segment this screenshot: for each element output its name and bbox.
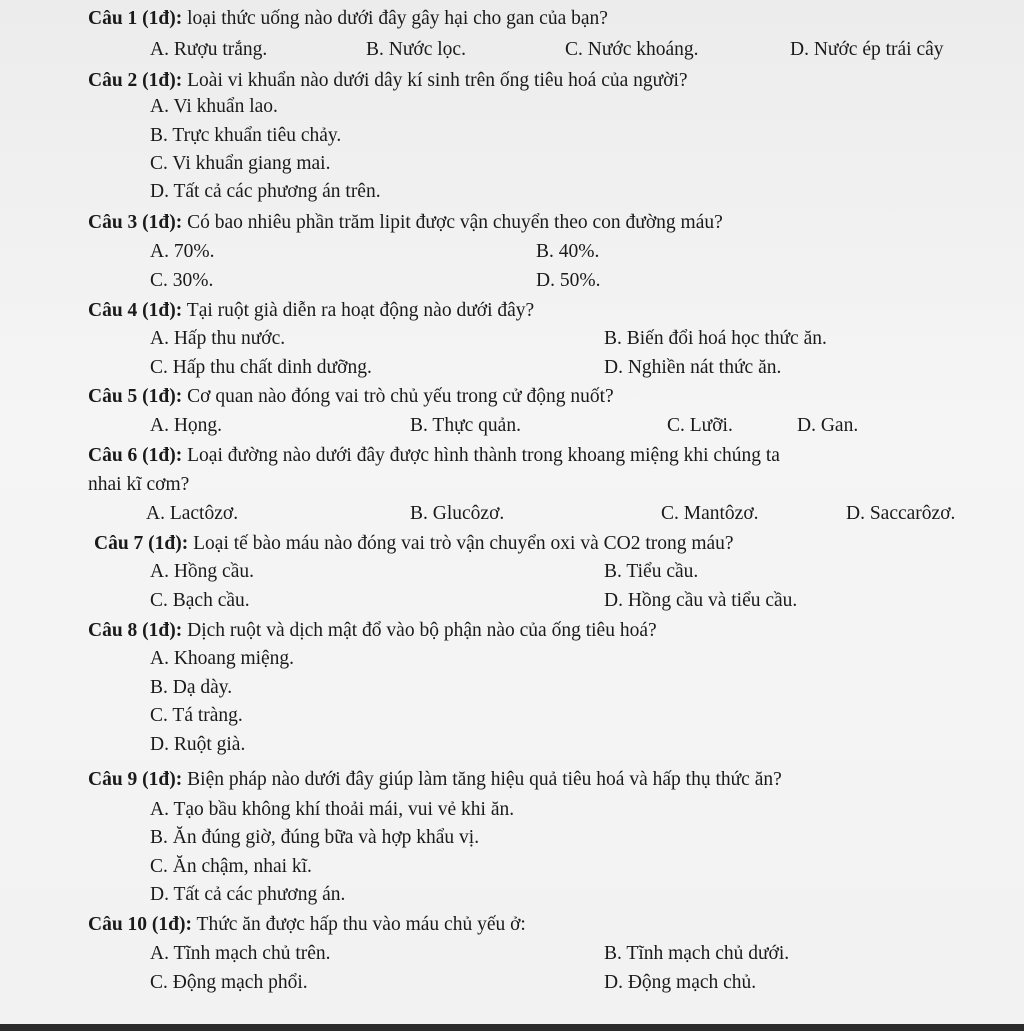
option-b: B. Glucôzơ. xyxy=(410,503,505,524)
option-d: D. Nước ép trái cây xyxy=(790,39,944,60)
question-text: Cơ quan nào đóng vai trò chủ yếu trong cử động nuốt? xyxy=(182,386,614,407)
option-a: A. Tạo bầu không khí thoải mái, vui vẻ khi ăn. xyxy=(150,799,515,820)
option-a: A. Họng. xyxy=(150,415,223,436)
question-text: Biện pháp nào dưới đây giúp làm tăng hiệu quả tiêu hoá và hấp thụ thức ăn? xyxy=(182,769,782,790)
question-5 xyxy=(88,386,614,408)
question-text: loại thức uống nào dưới đây gây hại cho gan của bạn? xyxy=(182,8,608,29)
question-text: Có bao nhiêu phần trăm lipit được vận chuyển theo con đường máu? xyxy=(182,212,723,233)
question-label: Câu 4 (1đ): xyxy=(88,300,183,321)
option-a: A. Tĩnh mạch chủ trên. xyxy=(150,943,331,964)
question-7 xyxy=(94,533,734,555)
option-d: D. Động mạch chủ. xyxy=(604,972,757,993)
question-text: Loài vi khuẩn nào dưới dây kí sinh trên ống tiêu hoá của người? xyxy=(182,70,688,91)
option-c: C. Nước khoáng. xyxy=(565,39,699,60)
option-d: D. Ruột già. xyxy=(150,734,246,755)
question-text: Thức ăn được hấp thu vào máu chủ yếu ở: xyxy=(192,914,526,935)
question-label: Câu 10 (1đ): xyxy=(88,914,193,935)
option-c: C. Bạch cầu. xyxy=(150,590,250,611)
question-10 xyxy=(88,914,526,936)
bottom-edge xyxy=(0,1024,1024,1031)
question-text: Dịch ruột và dịch mật đổ vào bộ phận nào của ống tiêu hoá? xyxy=(182,620,657,641)
option-a: A. Khoang miệng. xyxy=(150,648,295,669)
question-6 xyxy=(88,445,780,467)
option-d: D. Hồng cầu và tiểu cầu. xyxy=(604,590,798,611)
option-b: B. Nước lọc. xyxy=(366,39,466,60)
option-d: D. Gan. xyxy=(797,415,859,436)
option-b: B. Dạ dày. xyxy=(150,677,233,698)
option-a: A. Vi khuẩn lao. xyxy=(150,96,278,117)
question-label: Câu 3 (1đ): xyxy=(88,212,183,233)
option-c: C. 30%. xyxy=(150,270,214,291)
option-a: A. Lactôzơ. xyxy=(146,503,239,524)
option-a: A. Hấp thu nước. xyxy=(150,328,286,349)
option-d: D. Nghiền nát thức ăn. xyxy=(604,357,782,378)
option-c: C. Hấp thu chất dinh dưỡng. xyxy=(150,357,372,378)
option-b: B. 40%. xyxy=(536,241,600,262)
question-label: Câu 7 (1đ): xyxy=(94,533,189,554)
question-label: Câu 5 (1đ): xyxy=(88,386,183,407)
option-c: C. Động mạch phổi. xyxy=(150,972,308,993)
question-label: Câu 8 (1đ): xyxy=(88,620,183,641)
option-b: B. Tĩnh mạch chủ dưới. xyxy=(604,943,790,964)
question-9 xyxy=(88,769,782,791)
question-label: Câu 2 (1đ): xyxy=(88,70,183,91)
question-text: Loại tế bào máu nào đóng vai trò vận chuyển oxi và CO2 trong máu? xyxy=(188,533,734,554)
question-1 xyxy=(88,8,608,30)
question-8 xyxy=(88,620,657,642)
option-c: C. Lưỡi. xyxy=(667,415,733,436)
option-d: D. 50%. xyxy=(536,270,601,291)
option-c: C. Mantôzơ. xyxy=(661,503,759,524)
question-3 xyxy=(88,212,723,234)
question-text: Tại ruột già diễn ra hoạt động nào dưới đây? xyxy=(182,300,535,321)
question-4 xyxy=(88,300,534,322)
option-b: B. Thực quản. xyxy=(410,415,521,436)
option-c: C. Vi khuẩn giang mai. xyxy=(150,153,331,174)
option-c: C. Tá tràng. xyxy=(150,705,243,726)
question-label: Câu 1 (1đ): xyxy=(88,8,183,29)
option-a: A. Hồng cầu. xyxy=(150,561,254,582)
option-d: D. Tất cả các phương án. xyxy=(150,884,346,905)
option-b: B. Trực khuẩn tiêu chảy. xyxy=(150,125,342,146)
question-text-continued: nhai kĩ cơm? xyxy=(88,474,190,495)
question-text: Loại đường nào dưới đây được hình thành trong khoang miệng khi chúng ta xyxy=(182,445,780,466)
option-a: A. Rượu trắng. xyxy=(150,39,268,60)
option-a: A. 70%. xyxy=(150,241,215,262)
option-b: B. Ăn đúng giờ, đúng bữa và hợp khẩu vị. xyxy=(150,827,480,848)
option-d: D. Saccarôzơ. xyxy=(846,503,956,524)
question-2 xyxy=(88,70,688,92)
question-label: Câu 6 (1đ): xyxy=(88,445,183,466)
option-b: B. Tiểu cầu. xyxy=(604,561,699,582)
option-c: C. Ăn chậm, nhai kĩ. xyxy=(150,856,312,877)
option-b: B. Biến đổi hoá học thức ăn. xyxy=(604,328,827,349)
option-d: D. Tất cả các phương án trên. xyxy=(150,181,381,202)
question-label: Câu 9 (1đ): xyxy=(88,769,183,790)
